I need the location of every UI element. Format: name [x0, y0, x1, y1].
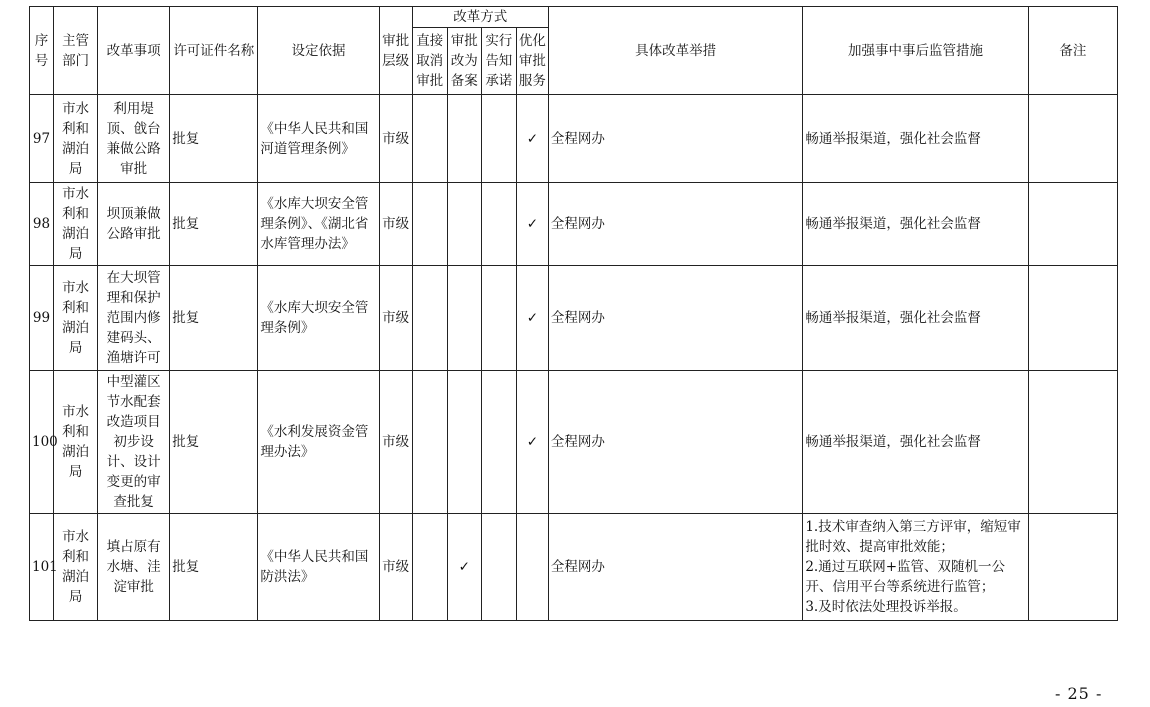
header-mode-cancel: 直接取消审批 — [412, 28, 447, 95]
header-dept: 主管部门 — [54, 7, 98, 95]
supervision-line: 畅通举报渠道，强化社会监督 — [805, 216, 981, 232]
row-basis: 《水库大坝安全管理条例》、《湖北省水库管理办法》 — [258, 183, 379, 266]
row-item: 利用堤顶、戗台兼做公路审批 — [98, 95, 170, 183]
header-mode-group: 改革方式 — [412, 7, 548, 28]
supervision-line: 1.技术审查纳入第三方评审，缩短审批时效、提高审批效能； — [805, 519, 1021, 555]
row-seq: 99 — [30, 266, 54, 371]
header-basis: 设定依据 — [258, 7, 379, 95]
row-supervision — [803, 266, 1028, 371]
row-mode-cancel — [412, 371, 447, 514]
row-measures: 全程网办 — [548, 514, 802, 621]
table-row — [30, 514, 1118, 621]
header-remark: 备注 — [1028, 7, 1117, 95]
row-mode-optimize: ✓ — [516, 95, 548, 183]
row-level: 市级 — [379, 266, 412, 371]
header-item: 改革事项 — [98, 7, 170, 95]
row-basis: 《中华人民共和国防洪法》 — [258, 514, 379, 621]
row-item: 中型灌区节水配套改造项目初步设计、设计变更的审查批复 — [98, 371, 170, 514]
row-measures: 全程网办 — [548, 183, 802, 266]
row-supervision — [803, 95, 1028, 183]
header-mode-notice: 实行告知承诺 — [481, 28, 516, 95]
row-measures: 全程网办 — [548, 95, 802, 183]
row-permit: 批复 — [170, 514, 258, 621]
row-seq: 100 — [30, 371, 54, 514]
table-row — [30, 371, 1118, 514]
row-remark — [1028, 266, 1117, 371]
row-mode-optimize: ✓ — [516, 183, 548, 266]
row-remark — [1028, 95, 1117, 183]
header-mode-optimize: 优化审批服务 — [516, 28, 548, 95]
supervision-line: 畅通举报渠道，强化社会监督 — [805, 434, 981, 450]
supervision-line: 畅通举报渠道，强化社会监督 — [805, 130, 981, 147]
row-basis: 《中华人民共和国河道管理条例》 — [258, 95, 379, 183]
row-permit: 批复 — [170, 183, 258, 266]
row-dept: 市水利和湖泊局 — [54, 266, 98, 371]
row-remark — [1028, 514, 1117, 621]
header-mode-filing: 审批改为备案 — [447, 28, 481, 95]
row-item: 坝顶兼做公路审批 — [98, 183, 170, 266]
row-measures: 全程网办 — [548, 266, 802, 371]
row-mode-cancel — [412, 183, 447, 266]
row-mode-notice — [481, 514, 516, 621]
row-mode-filing — [447, 95, 481, 183]
row-mode-optimize — [516, 514, 548, 621]
row-dept: 市水利和湖泊局 — [54, 514, 98, 621]
row-mode-optimize: ✓ — [516, 371, 548, 514]
table-header — [30, 7, 1118, 95]
supervision-line: 畅通举报渠道，强化社会监督 — [805, 310, 981, 326]
row-basis: 《水利发展资金管理办法》 — [258, 371, 379, 514]
row-seq: 101 — [30, 514, 54, 621]
row-seq: 97 — [30, 95, 54, 183]
row-mode-filing — [447, 371, 481, 514]
row-remark — [1028, 183, 1117, 266]
row-remark — [1028, 371, 1117, 514]
row-permit: 批复 — [170, 95, 258, 183]
supervision-line: 2.通过互联网+监管、双随机一公开、信用平台等系统进行监管； — [805, 559, 1006, 595]
table-row — [30, 183, 1118, 266]
header-level: 审批层级 — [379, 7, 412, 95]
row-permit: 批复 — [170, 371, 258, 514]
row-item: 填占原有水塘、洼淀审批 — [98, 514, 170, 621]
row-mode-filing — [447, 183, 481, 266]
row-supervision — [803, 371, 1028, 514]
row-basis: 《水库大坝安全管理条例》 — [258, 266, 379, 371]
row-level: 市级 — [379, 371, 412, 514]
row-measures: 全程网办 — [548, 371, 802, 514]
table-body — [30, 95, 1118, 621]
page-number: - 25 - — [1055, 684, 1103, 703]
header-seq: 序号 — [30, 7, 54, 95]
row-mode-notice — [481, 183, 516, 266]
row-dept: 市水利和湖泊局 — [54, 183, 98, 266]
row-mode-cancel — [412, 514, 447, 621]
row-dept: 市水利和湖泊局 — [54, 371, 98, 514]
row-mode-cancel — [412, 266, 447, 371]
row-mode-filing — [447, 266, 481, 371]
reform-table — [29, 6, 1118, 621]
row-dept: 市水利和湖泊局 — [54, 95, 98, 183]
row-mode-optimize: ✓ — [516, 266, 548, 371]
header-measures: 具体改革举措 — [548, 7, 802, 95]
table-row — [30, 266, 1118, 371]
row-mode-notice — [481, 266, 516, 371]
row-supervision — [803, 514, 1028, 621]
header-supervision: 加强事中事后监管措施 — [803, 7, 1028, 95]
row-seq: 98 — [30, 183, 54, 266]
table-row — [30, 95, 1118, 183]
row-item: 在大坝管理和保护范围内修建码头、渔塘许可 — [98, 266, 170, 371]
row-level: 市级 — [379, 95, 412, 183]
supervision-line: 3.及时依法处理投诉举报。 — [805, 599, 967, 615]
row-level: 市级 — [379, 514, 412, 621]
row-mode-cancel — [412, 95, 447, 183]
header-permit: 许可证件名称 — [170, 7, 258, 95]
row-permit: 批复 — [170, 266, 258, 371]
row-mode-notice — [481, 95, 516, 183]
row-level: 市级 — [379, 183, 412, 266]
row-mode-notice — [481, 371, 516, 514]
row-mode-filing: ✓ — [447, 514, 481, 621]
row-supervision — [803, 183, 1028, 266]
